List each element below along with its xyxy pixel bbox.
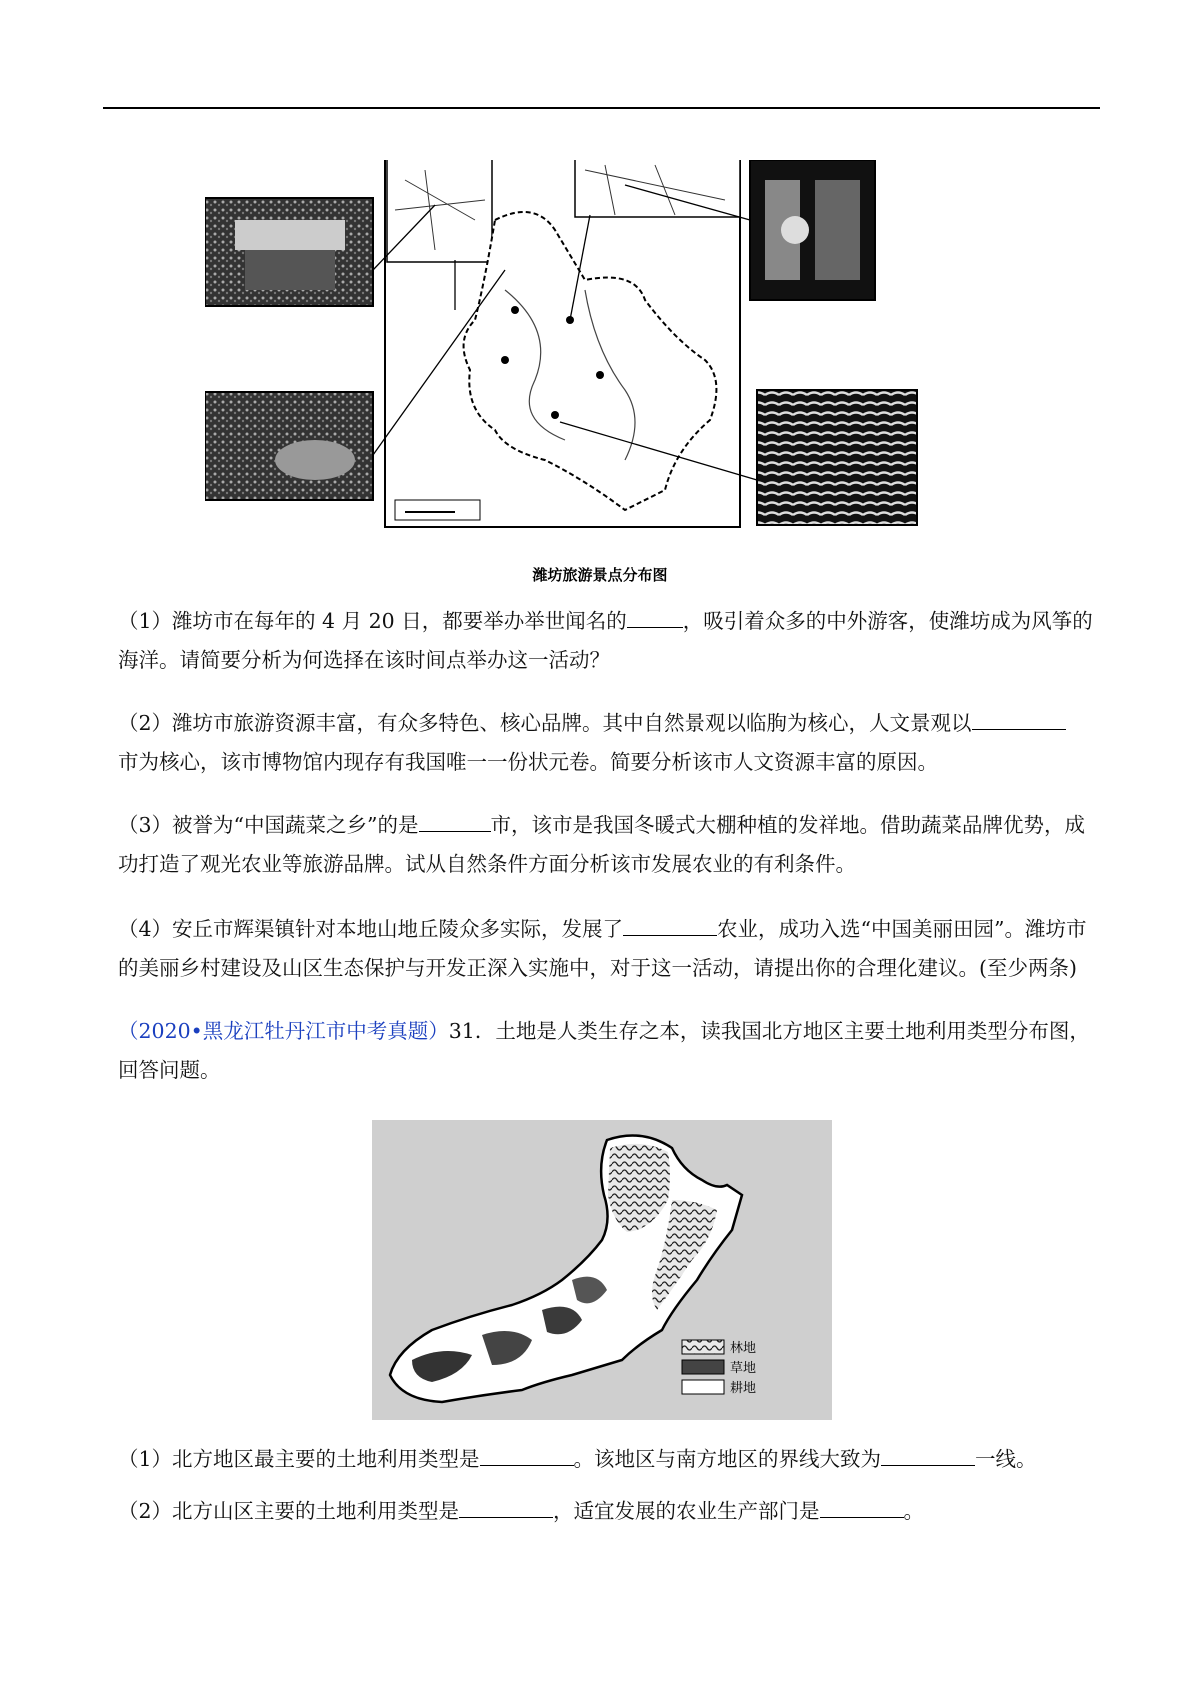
q1-part4-text-c: 的美丽乡村建设及山区生态保护与开发正深入实施中，对于这一活动，请提出你的合理化建议。(至少两条)	[118, 956, 1077, 980]
answer-blank[interactable]	[820, 1495, 904, 1518]
legend-label-farmland: 耕地	[730, 1381, 757, 1396]
q1-part1	[118, 602, 1098, 680]
q1-part2-text-a: （2）潍坊市旅游资源丰富，有众多特色、核心品牌。其中自然景观以临朐为核心，人文景观以	[118, 711, 972, 735]
q31-part2-text-a: （2）北方山区主要的土地利用类型是	[118, 1499, 460, 1523]
q1-part1-text-b: ，吸引着众多的中外游客，使潍坊成为风筝的	[682, 609, 1093, 633]
legend	[682, 1340, 756, 1396]
q1-part1-text-c: 海洋。请简要分析为何选择在该时间点举办这一活动？	[118, 648, 610, 672]
q31-stem	[118, 1012, 1098, 1090]
q31-part1-text-b: 。该地区与南方地区的界线大致为	[573, 1447, 882, 1471]
park-photo	[205, 392, 373, 500]
answer-blank[interactable]	[627, 605, 683, 628]
q1-part3	[118, 806, 1098, 884]
q1-part3-text-b: 市，该市是我国冬暖式大棚种植的发祥地。借助蔬菜品牌优势，成	[490, 813, 1086, 837]
q31-part2-text-c: 。	[903, 1499, 925, 1523]
answer-blank[interactable]	[623, 913, 717, 936]
q1-part4-text-b: 农业，成功入选“中国美丽田园”。潍坊市	[717, 917, 1087, 941]
q1-part4	[118, 910, 1098, 988]
legend-label-forest: 林地	[730, 1341, 757, 1356]
legend-label-grassland: 草地	[730, 1361, 757, 1376]
map-caption: 潍坊旅游景点分布图	[532, 566, 668, 584]
q31-part2	[118, 1492, 1098, 1531]
question-source: （2020•黑龙江牡丹江市中考真题）	[118, 1019, 449, 1043]
q1-part3-text-a: （3）被誉为“中国蔬菜之乡”的是	[118, 813, 419, 837]
answer-blank[interactable]	[972, 707, 1066, 730]
terraced-fields-photo	[757, 390, 917, 525]
weifang-tourism-map-figure	[205, 160, 995, 600]
northern-china-land-use-map	[372, 1120, 832, 1420]
q1-part2-text-c: 市为核心，该市博物馆内现存有我国唯一一份状元卷。简要分析该市人文资源丰富的原因。	[118, 750, 938, 774]
q31-part1-text-a: （1）北方地区最主要的土地利用类型是	[118, 1447, 480, 1471]
q31-stem-text-b: 回答问题。	[118, 1058, 221, 1082]
q1-part2	[118, 704, 1098, 782]
top-rule	[103, 107, 1100, 109]
answer-blank[interactable]	[881, 1443, 975, 1466]
q1-part1-text-a: （1）潍坊市在每年的 4 月 20 日，都要举办举世闻名的	[118, 609, 627, 633]
answer-blank[interactable]	[419, 809, 491, 832]
map	[385, 160, 740, 527]
q31-stem-text: 31．土地是人类生存之本，读我国北方地区主要土地利用类型分布图，	[448, 1019, 1090, 1043]
q31-part1	[118, 1440, 1098, 1479]
q1-part3-text-c: 功打造了观光农业等旅游品牌。试从自然条件方面分析该市发展农业的有利条件。	[118, 852, 856, 876]
building-photo	[205, 198, 373, 306]
q31-part1-text-c: 一线。	[975, 1447, 1037, 1471]
q31-part2-text-b: ，适宜发展的农业生产部门是	[553, 1499, 820, 1523]
answer-blank[interactable]	[459, 1495, 553, 1518]
answer-blank[interactable]	[480, 1443, 574, 1466]
kite-museum-photo	[750, 160, 875, 300]
q1-part4-text-a: （4）安丘市辉渠镇针对本地山地丘陵众多实际，发展了	[118, 917, 624, 941]
